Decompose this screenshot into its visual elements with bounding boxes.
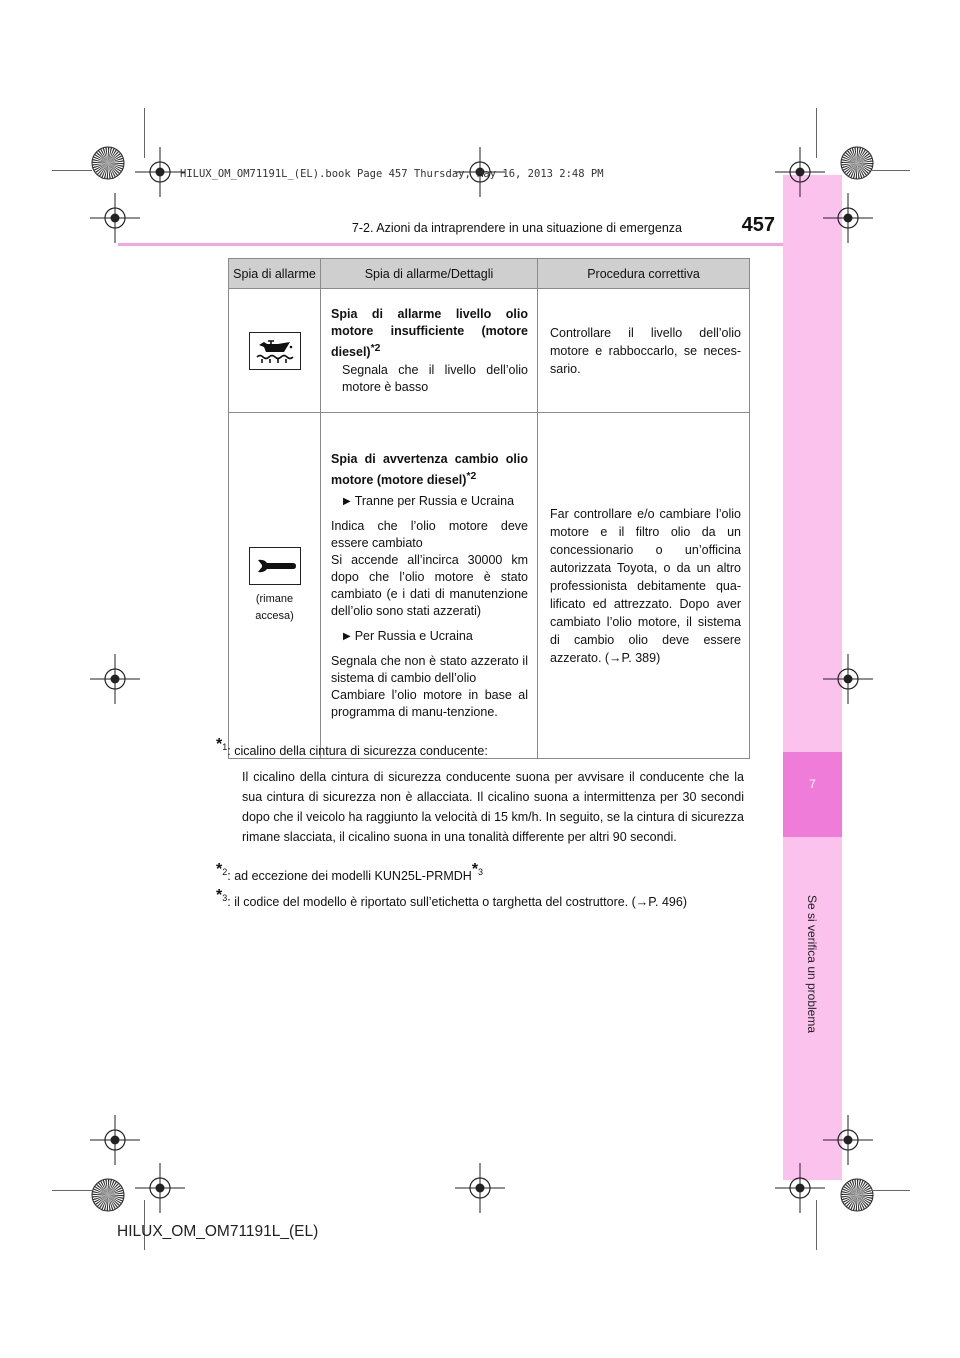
condition-label: Tranne per Russia e Ucraina [354, 494, 515, 509]
book-info-line: HILUX_OM_OM71191L_(EL).book Page 457 Thursday, May 16, 2013 2:48 PM [180, 168, 604, 180]
asterisk: * [216, 736, 223, 753]
crop-line [52, 1190, 92, 1191]
footnote-body: Il cicalino della cintura di sicurezza conducente suona per avvisare il conducente che la sua cintura di sicurezza non è allacciata. Il cicalino suona a intermittenza per 30 secondi dopo che il veicolo ha raggiunto la velocità di 15 km/h. In seguito, se la cintura di sicurezza rimane slacciata, il cicalino suona in una tonalità differente per altri 90 secondi. [242, 770, 744, 845]
warning-detail: Cambiare l’olio motore in base al programma di manu-tenzione. [331, 688, 528, 720]
asterisk: * [216, 861, 223, 878]
oil-level-warning-icon [249, 332, 301, 370]
registration-mark [775, 1163, 825, 1213]
footnote-label: 3 [222, 893, 228, 903]
footnote-ref: *2 [370, 343, 381, 355]
chapter-number: 7 [809, 777, 816, 791]
registration-mark [135, 1163, 185, 1213]
chapter-title: Se si verifica un problema [805, 894, 819, 1034]
footnote-text: : il codice del modello è riportato sull’etichetta o targhetta del costruttore. (→P. 496) [227, 895, 687, 910]
registration-mark [775, 147, 825, 197]
list-item [331, 493, 528, 510]
footnote-title: : cicalino della cintura di sicurezza conducente: [227, 744, 488, 759]
warning-title: Spia di allarme livello olio motore insufficiente (motore diesel) [331, 307, 528, 360]
registration-mark [90, 654, 140, 704]
footnote-label: 2 [222, 867, 228, 877]
registration-mark [455, 1163, 505, 1213]
warning-detail: Si accende all’incirca 30000 km dopo che l’olio motore è stato cambiato (e i dati di manutenzione dell’olio sono stati azzerati) [331, 553, 528, 619]
table-header-row [229, 259, 750, 289]
star-target-mark [840, 146, 874, 180]
asterisk: * [216, 887, 223, 904]
procedure-cell: Far controllare e/o cambiare l’olio motore e il filtro olio da un concessionario o un’officina autorizzata Toyota, o da un altro professionista debitamente qua-lificato ed attrezzato. Dopo aver cambiato l’olio motore, il sistema di cambio olio deve essere azzerato. (→P. 389) [538, 413, 750, 759]
star-target-mark [91, 146, 125, 180]
table-row [229, 413, 750, 759]
list-item [331, 628, 528, 645]
registration-mark [823, 193, 873, 243]
warning-lights-table [228, 258, 750, 759]
crop-line [870, 1190, 910, 1191]
warning-detail: Segnala che non è stato azzerato il sistema di cambio dell’olio [331, 654, 528, 686]
arrow-bullet-icon: ▶ [343, 496, 351, 508]
procedure-cell: Controllare il livello dell’olio motore e rabboccarlo, se neces-sario. [538, 289, 750, 413]
footnote-2 [216, 862, 744, 886]
crop-line [816, 1200, 817, 1250]
wrench-icon [249, 547, 301, 585]
header-rule [118, 243, 783, 246]
section-title: 7-2. Azioni da intraprendere in una situazione di emergenza [351, 221, 682, 235]
page-number: 457 [741, 214, 775, 236]
star-target-mark [840, 1178, 874, 1212]
registration-mark [90, 1115, 140, 1165]
footnote-label: 1 [222, 742, 228, 752]
detail-cell [321, 413, 538, 759]
registration-mark [823, 654, 873, 704]
table-row [229, 289, 750, 413]
crop-line [816, 108, 817, 158]
condition-label: Per Russia e Ucraina [354, 629, 473, 644]
detail-cell [321, 289, 538, 413]
icon-caption: (rimane accesa) [255, 592, 294, 622]
registration-mark [135, 147, 185, 197]
crop-line [52, 170, 92, 171]
registration-mark [823, 1115, 873, 1165]
chapter-number-tab [783, 752, 842, 837]
column-header: Spia di allarme/Dettagli [321, 259, 538, 289]
icon-cell [229, 289, 321, 413]
footnote-text: : ad eccezione dei modelli KUN25L-PRMDH [227, 869, 472, 884]
footnote-1 [216, 737, 744, 847]
asterisk: * [471, 861, 479, 878]
column-header: Spia di allarme [229, 259, 321, 289]
footnote-ref: *2 [466, 470, 477, 482]
crop-line [870, 170, 910, 171]
warning-detail: Segnala che il livello dell’olio motore è basso [342, 362, 528, 394]
footnote-ref: 3 [478, 867, 484, 877]
arrow-bullet-icon: ▶ [343, 631, 351, 643]
warning-title: Spia di avvertenza cambio olio motore (motore diesel) [331, 451, 528, 488]
footnote-3 [216, 888, 744, 912]
registration-mark [90, 193, 140, 243]
chapter-title-tab [800, 849, 824, 1079]
column-header: Procedura correttiva [538, 259, 750, 289]
warning-detail: Indica che l’olio motore deve essere cambiato [331, 519, 528, 551]
icon-cell [229, 413, 321, 759]
star-target-mark [91, 1178, 125, 1212]
crop-line [144, 108, 145, 158]
footer-doc-code: HILUX_OM_OM71191L_(EL) [117, 1223, 319, 1240]
